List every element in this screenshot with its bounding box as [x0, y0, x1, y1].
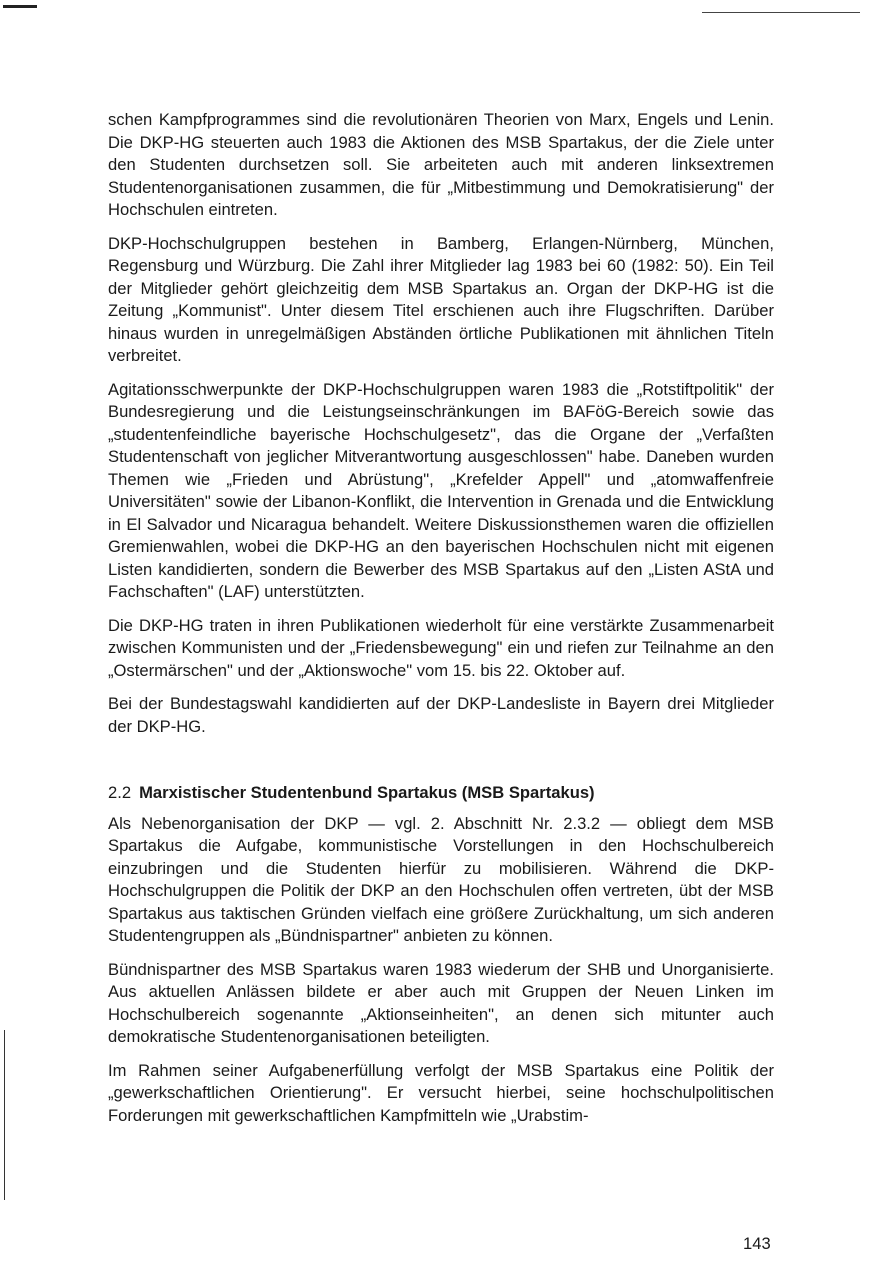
paragraph: Bündnispartner des MSB Spartakus waren 1983 wiederum der SHB und Unorganisierte. Aus aktuellen Anlässen bildete er aber auch mit Gruppen der Neuen Linken im Hochschulbereich sogenannte „Aktionseinheiten", an denen sich mitunter auch demokratische Studentenorganisationen beteiligten.: [108, 959, 774, 1046]
header-rule: [702, 12, 860, 13]
page-number: 143: [743, 1234, 771, 1253]
paragraph: Im Rahmen seiner Aufgabenerfüllung verfolgt der MSB Spartakus eine Politik der „gewerkschaftlichen Orientierung". Er versucht hierbei, seine hochschulpolitischen Forderungen mit gewerkschaftlichen Kampfmitteln wie „Urabstim-: [108, 1060, 774, 1125]
scan-corner-mark: [3, 5, 37, 8]
paragraph: schen Kampfprogrammes sind die revolutionären Theorien von Marx, Engels und Lenin. Die DKP-HG steuerten auch 1983 die Aktionen des MSB Spartakus, der die Ziele unter den Studenten durchsetzen soll. Sie arbeiteten auch mit anderen linksextremen Studentenorganisationen zusammen, die für „Mitbestimmung und Demokratisierung" der Hochschulen eintreten.: [108, 110, 774, 219]
margin-rule: [4, 1030, 5, 1200]
paragraph: Als Nebenorganisation der DKP — vgl. 2. Abschnitt Nr. 2.3.2 — obliegt dem MSB Spartakus die Aufgabe, kommunistische Vorstellungen in den Hochschulbereich einzubringen und die Studenten hierfür zu mobilisieren. Während die DKP-Hochschulgruppen die Politik der DKP an den Hochschulen offen vertreten, übt der MSB Spartakus aus taktischen Gründen vielfach eine größere Zurückhaltung, um sich anderen Studentengruppen als „Bündnispartner" anbieten zu können.: [108, 813, 774, 945]
section-number: 2.2: [108, 783, 132, 802]
paragraph: DKP-Hochschulgruppen bestehen in Bamberg, Erlangen-Nürnberg, München, Regensburg und Würzburg. Die Zahl ihrer Mitglieder lag 1983 bei 60 (1982: 50). Ein Teil der Mitglieder gehört gleichzeitig dem MSB Spartakus an. Organ der DKP-HG ist die Zeitung „Kommunist". Unter diesem Titel erschienen auch ihre Flugschriften. Darüber hinaus wurden in unregelmäßigen Abständen örtliche Publikationen mit ähnlichen Titeln verbreitet.: [108, 233, 774, 365]
paragraph: Die DKP-HG traten in ihren Publikationen wiederholt für eine verstärkte Zusammenarbeit zwischen Kommunisten und der „Friedensbewegung" ein und riefen zur Teilnahme an den „Ostermärschen" und der „Aktionswoche" vom 15. bis 22. Oktober auf.: [108, 615, 774, 680]
page-body: [108, 109, 774, 1138]
paragraph: Agitationsschwerpunkte der DKP-Hochschulgruppen waren 1983 die „Rotstiftpolitik" der Bundesregierung und die Leistungseinschränkungen im BAFöG-Bereich sowie das „studentenfeindliche bayerische Hochschulgesetz", das die Organe der „Verfaßten Studentenschaft von jeglicher Mitverantwortung ausgeschlossen" habe. Daneben wurden Themen wie „Frieden und Abrüstung", „Krefelder Appell" und „atomwaffenfreie Universitäten" sowie der Libanon-Konflikt, die Intervention in Grenada und die Entwicklung in El Salvador und Nicaragua behandelt. Weitere Diskussionsthemen waren die offiziellen Gremienwahlen, wobei die DKP-HG an den bayerischen Hochschulen nicht mit eigenen Listen kandidierten, sondern die Bewerber des MSB Spartakus auf den „Listen AStA und Fachschaften" (LAF) unterstützten.: [108, 379, 774, 601]
section-heading: [108, 782, 774, 805]
section-title: Marxistischer Studentenbund Spartakus (MSB Spartakus): [139, 783, 595, 802]
paragraph: Bei der Bundestagswahl kandidierten auf der DKP-Landesliste in Bayern drei Mitglieder der DKP-HG.: [108, 694, 774, 736]
